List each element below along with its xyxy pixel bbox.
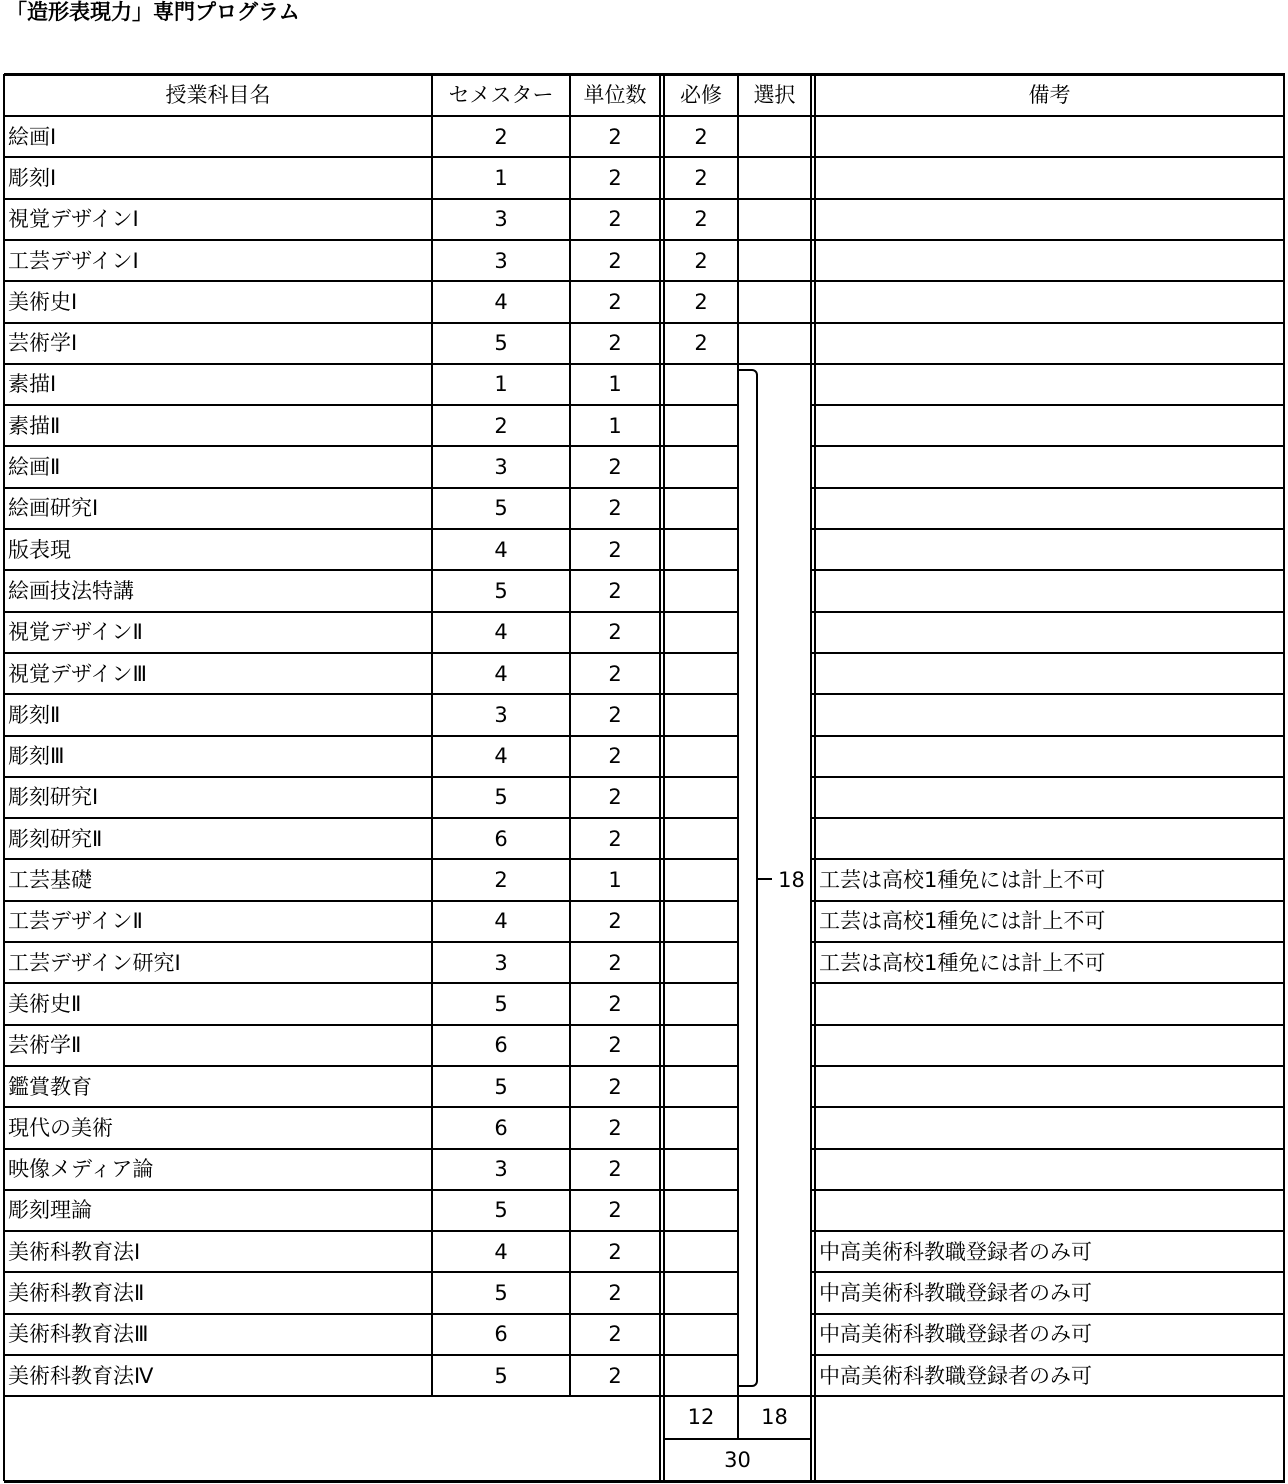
required-value xyxy=(664,942,738,983)
row-separator xyxy=(4,280,1284,282)
credits-value: 2 xyxy=(608,620,622,645)
note-text: 工芸は高校1種免には計上不可 xyxy=(819,950,1106,975)
row-separator xyxy=(4,817,1284,819)
note-text xyxy=(815,157,1284,198)
table-bottom-border xyxy=(4,1480,1285,1483)
required-value xyxy=(664,1190,738,1231)
total-grand: 30 xyxy=(724,1447,751,1472)
required-value xyxy=(664,694,738,735)
credits-value: 2 xyxy=(608,1115,622,1140)
subject-name: 芸術学Ⅱ xyxy=(8,1033,82,1058)
row-separator xyxy=(4,322,1284,324)
required-value xyxy=(664,612,738,653)
required-value: 2 xyxy=(694,207,708,232)
subject-name: 美術史Ⅰ xyxy=(8,289,78,314)
row-separator xyxy=(4,445,1284,447)
note-text: 中高美術科教職登録者のみ可 xyxy=(819,1322,1092,1347)
column-divider xyxy=(737,74,739,364)
subject-name: 映像メディア論 xyxy=(8,1157,154,1182)
credits-value: 2 xyxy=(608,785,622,810)
row-separator xyxy=(4,652,1284,654)
required-value xyxy=(664,405,738,446)
semester-value: 5 xyxy=(494,496,508,521)
note-text xyxy=(815,488,1284,529)
required-value xyxy=(664,983,738,1024)
subject-name: 素描Ⅰ xyxy=(8,372,57,397)
note-text xyxy=(815,116,1284,157)
required-value: 2 xyxy=(694,165,708,190)
required-value xyxy=(664,818,738,859)
row-separator xyxy=(4,156,1284,158)
note-text xyxy=(815,653,1284,694)
subject-name: 美術史Ⅱ xyxy=(8,991,82,1016)
credits-value: 2 xyxy=(608,165,622,190)
semester-value: 4 xyxy=(494,909,508,934)
semester-value: 5 xyxy=(494,331,508,356)
elective-group-brace-tick xyxy=(758,878,772,880)
row-separator xyxy=(4,487,1284,489)
column-divider xyxy=(431,74,433,1396)
required-value xyxy=(664,1355,738,1396)
required-value xyxy=(664,1272,738,1313)
row-separator xyxy=(4,982,1284,984)
note-text: 工芸は高校1種免には計上不可 xyxy=(819,868,1106,893)
credits-value: 2 xyxy=(608,950,622,975)
semester-value: 4 xyxy=(494,661,508,686)
semester-value: 1 xyxy=(494,372,508,397)
semester-value: 6 xyxy=(494,1115,508,1140)
semester-value: 5 xyxy=(494,578,508,603)
row-separator xyxy=(4,941,1284,943)
note-text xyxy=(815,199,1284,240)
subject-name: 視覚デザインⅢ xyxy=(8,661,148,686)
required-value xyxy=(664,1314,738,1355)
semester-value: 3 xyxy=(494,455,508,480)
elective-group-credits: 18 xyxy=(778,868,805,893)
note-text xyxy=(815,1107,1284,1148)
required-value xyxy=(664,570,738,611)
note-text xyxy=(815,570,1284,611)
required-value: 2 xyxy=(694,124,708,149)
semester-value: 6 xyxy=(494,1322,508,1347)
note-text xyxy=(815,736,1284,777)
required-value: 2 xyxy=(694,331,708,356)
note-text xyxy=(815,1149,1284,1190)
row-separator xyxy=(4,1148,1284,1150)
credits-value: 2 xyxy=(608,578,622,603)
table-top-border xyxy=(4,73,1285,76)
subject-name: 鑑賞教育 xyxy=(8,1074,92,1099)
required-value xyxy=(664,1066,738,1107)
subject-name: 彫刻研究Ⅰ xyxy=(8,785,99,810)
subject-name: 現代の美術 xyxy=(8,1115,113,1140)
semester-value: 2 xyxy=(494,413,508,438)
credits-value: 2 xyxy=(608,1239,622,1264)
row-separator xyxy=(4,611,1284,613)
note-text: 中高美術科教職登録者のみ可 xyxy=(819,1239,1092,1264)
row-separator xyxy=(4,404,1284,406)
semester-value: 3 xyxy=(494,702,508,727)
semester-value: 4 xyxy=(494,744,508,769)
semester-value: 4 xyxy=(494,1239,508,1264)
subject-name: 彫刻Ⅱ xyxy=(8,702,61,727)
elective-group-brace xyxy=(738,369,758,1387)
note-text xyxy=(815,983,1284,1024)
subject-name: 絵画技法特講 xyxy=(8,578,134,603)
required-value xyxy=(664,859,738,900)
required-value xyxy=(664,777,738,818)
row-separator xyxy=(4,1354,1284,1356)
row-separator xyxy=(4,1395,1284,1397)
subject-name: 工芸デザイン研究Ⅰ xyxy=(8,950,181,975)
subject-name: 芸術学Ⅰ xyxy=(8,331,78,356)
required-value xyxy=(664,1025,738,1066)
row-separator xyxy=(4,239,1284,241)
credits-value: 2 xyxy=(608,702,622,727)
subject-name: 彫刻理論 xyxy=(8,1198,92,1223)
required-value xyxy=(664,529,738,570)
required-value xyxy=(664,736,738,777)
header-notes: 備考 xyxy=(1028,83,1071,107)
credits-value: 2 xyxy=(608,207,622,232)
note-text xyxy=(815,446,1284,487)
credits-value: 2 xyxy=(608,826,622,851)
required-value: 2 xyxy=(694,289,708,314)
semester-value: 6 xyxy=(494,1033,508,1058)
column-divider xyxy=(737,1396,739,1438)
row-separator xyxy=(4,1106,1284,1108)
subject-name: 版表現 xyxy=(8,537,71,562)
semester-value: 4 xyxy=(494,537,508,562)
note-text xyxy=(815,612,1284,653)
subject-name: 工芸デザインⅡ xyxy=(8,909,143,934)
credits-value: 2 xyxy=(608,289,622,314)
credits-value: 2 xyxy=(608,248,622,273)
row-separator xyxy=(4,1271,1284,1273)
credits-value: 2 xyxy=(608,496,622,521)
header-subject: 授業科目名 xyxy=(165,83,271,107)
subject-name: 絵画研究Ⅰ xyxy=(8,496,99,521)
header-elective: 選択 xyxy=(753,83,796,107)
row-separator xyxy=(4,1189,1284,1191)
required-value xyxy=(664,488,738,529)
required-value xyxy=(664,901,738,942)
credits-value: 2 xyxy=(608,1322,622,1347)
subject-name: 素描Ⅱ xyxy=(8,413,61,438)
note-text xyxy=(815,818,1284,859)
semester-value: 1 xyxy=(494,165,508,190)
semester-value: 5 xyxy=(494,1198,508,1223)
credits-value: 2 xyxy=(608,1198,622,1223)
double-divider-right xyxy=(810,74,812,1481)
semester-value: 5 xyxy=(494,1074,508,1099)
semester-value: 5 xyxy=(494,1363,508,1388)
row-separator xyxy=(4,198,1284,200)
row-separator xyxy=(4,858,1284,860)
note-text xyxy=(815,1190,1284,1231)
subject-name: 視覚デザインⅡ xyxy=(8,620,143,645)
semester-value: 3 xyxy=(494,207,508,232)
row-separator xyxy=(4,693,1284,695)
required-value: 2 xyxy=(694,248,708,273)
credits-value: 2 xyxy=(608,991,622,1016)
row-separator xyxy=(4,776,1284,778)
row-separator xyxy=(4,1065,1284,1067)
subject-name: 美術科教育法Ⅲ xyxy=(8,1322,149,1347)
note-text: 工芸は高校1種免には計上不可 xyxy=(819,909,1106,934)
note-text xyxy=(815,694,1284,735)
credits-value: 2 xyxy=(608,744,622,769)
credits-value: 2 xyxy=(608,331,622,356)
required-value xyxy=(664,446,738,487)
required-value xyxy=(664,653,738,694)
semester-value: 5 xyxy=(494,1281,508,1306)
credits-value: 1 xyxy=(608,413,622,438)
subject-name: 彫刻Ⅲ xyxy=(8,744,65,769)
note-text xyxy=(815,529,1284,570)
subject-name: 絵画Ⅱ xyxy=(8,455,61,480)
note-text xyxy=(815,1066,1284,1107)
credits-value: 2 xyxy=(608,124,622,149)
row-separator xyxy=(4,363,1284,365)
double-divider-left xyxy=(663,74,665,1481)
row-separator xyxy=(4,1230,1284,1232)
subject-name: 工芸基礎 xyxy=(8,868,92,893)
row-separator xyxy=(4,528,1284,530)
total-required: 12 xyxy=(687,1405,715,1430)
note-text: 中高美術科教職登録者のみ可 xyxy=(819,1281,1092,1306)
subject-name: 彫刻研究Ⅱ xyxy=(8,826,103,851)
semester-value: 4 xyxy=(494,620,508,645)
column-divider xyxy=(569,74,571,1396)
note-text xyxy=(815,281,1284,322)
note-text xyxy=(815,323,1284,364)
required-value xyxy=(664,1149,738,1190)
note-text: 中高美術科教職登録者のみ可 xyxy=(819,1363,1092,1388)
subject-name: 彫刻Ⅰ xyxy=(8,165,57,190)
row-separator xyxy=(4,569,1284,571)
header-required: 必修 xyxy=(680,83,722,107)
credits-value: 2 xyxy=(608,455,622,480)
required-value xyxy=(664,1231,738,1272)
credits-value: 2 xyxy=(608,537,622,562)
semester-value: 3 xyxy=(494,950,508,975)
semester-value: 3 xyxy=(494,248,508,273)
note-text xyxy=(815,240,1284,281)
subject-name: 工芸デザインⅠ xyxy=(8,248,139,273)
subject-name: 視覚デザインⅠ xyxy=(8,207,139,232)
semester-value: 5 xyxy=(494,991,508,1016)
double-divider-right xyxy=(814,74,816,1481)
credits-value: 2 xyxy=(608,1033,622,1058)
double-divider-left xyxy=(659,74,661,1481)
credits-value: 2 xyxy=(608,909,622,934)
subject-name: 美術科教育法Ⅱ xyxy=(8,1281,145,1306)
header-semester: セメスター xyxy=(448,83,554,107)
semester-value: 2 xyxy=(494,124,508,149)
required-value xyxy=(664,364,738,405)
credits-value: 2 xyxy=(608,1157,622,1182)
semester-value: 3 xyxy=(494,1157,508,1182)
row-separator xyxy=(4,115,1284,117)
note-text xyxy=(815,405,1284,446)
semester-value: 2 xyxy=(494,868,508,893)
credits-value: 2 xyxy=(608,1363,622,1388)
note-text xyxy=(815,1025,1284,1066)
row-separator xyxy=(4,735,1284,737)
row-separator xyxy=(4,1024,1284,1026)
page-title: 「造形表現力」専門プログラム xyxy=(6,0,300,24)
note-text xyxy=(815,364,1284,405)
credits-value: 1 xyxy=(608,372,622,397)
subject-name: 美術科教育法Ⅰ xyxy=(8,1239,141,1264)
row-separator xyxy=(4,900,1284,902)
header-credits: 単位数 xyxy=(583,83,647,107)
semester-value: 5 xyxy=(494,785,508,810)
semester-value: 4 xyxy=(494,289,508,314)
credits-value: 1 xyxy=(608,868,622,893)
credits-value: 2 xyxy=(608,1074,622,1099)
semester-value: 6 xyxy=(494,826,508,851)
credits-value: 2 xyxy=(608,661,622,686)
subject-name: 美術科教育法Ⅳ xyxy=(8,1363,154,1388)
required-value xyxy=(664,1107,738,1148)
subject-name: 絵画Ⅰ xyxy=(8,124,57,149)
total-elective: 18 xyxy=(761,1405,788,1430)
row-separator xyxy=(4,1313,1284,1315)
note-text xyxy=(815,777,1284,818)
credits-value: 2 xyxy=(608,1281,622,1306)
